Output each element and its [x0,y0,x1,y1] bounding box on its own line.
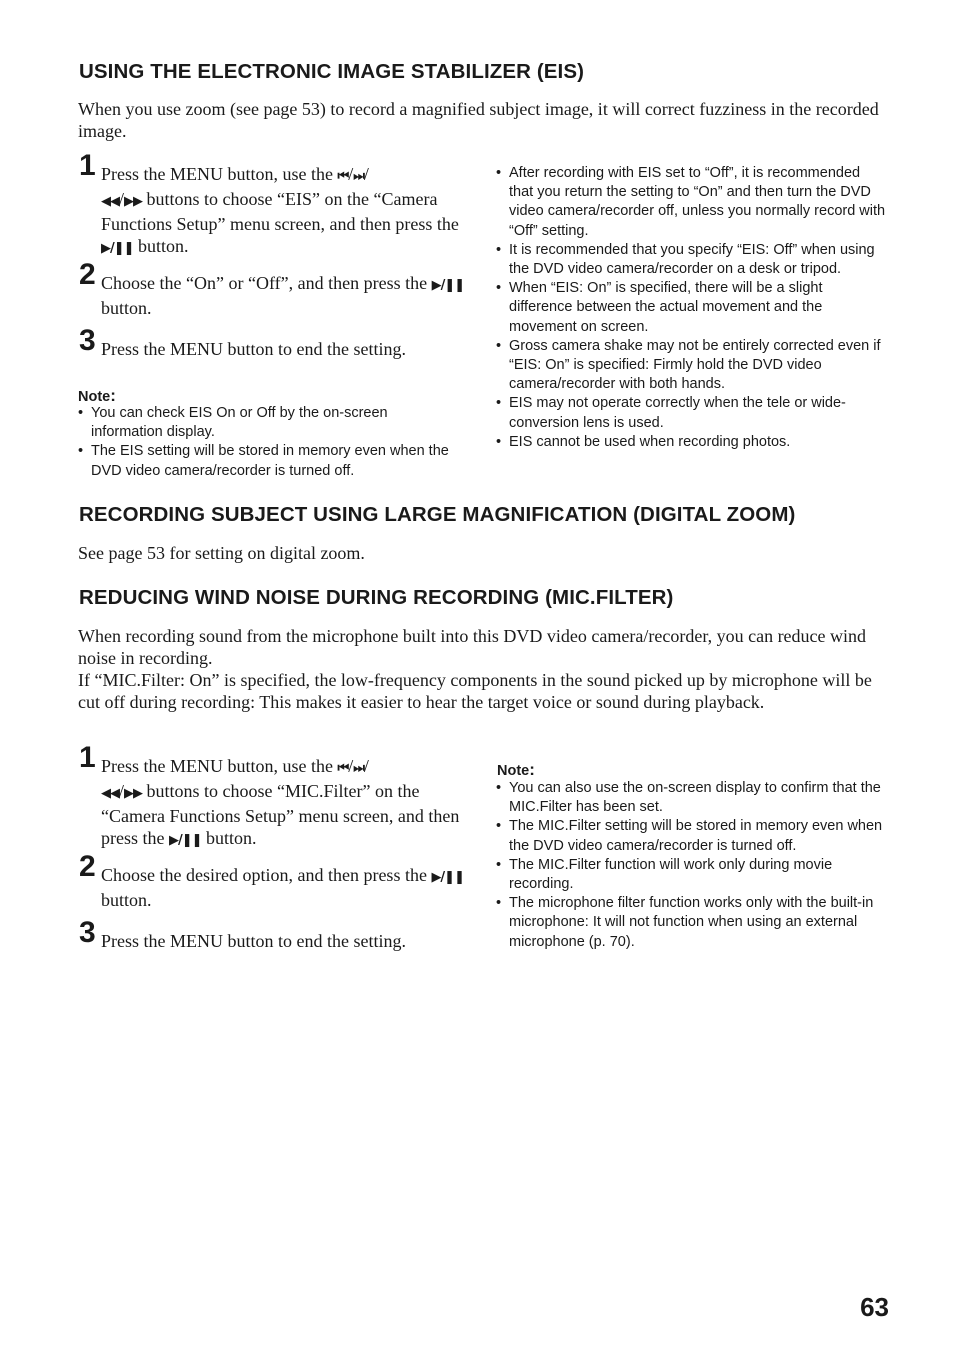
fast-forward-icon: ▶▶ [124,786,143,801]
list-item: • EIS cannot be used when recording photos. [496,433,888,452]
mic-note-label: Note: [497,760,535,779]
mic-step-1 [79,741,471,852]
section-heading-eis: USING THE ELECTRONIC IMAGE STABILIZER (EIS) [79,60,585,83]
eis-step-1 [79,149,471,260]
rewind-icon: ◀◀ [101,194,119,209]
eis-right-notes [496,164,888,452]
step-number: 2 [79,850,96,883]
list-item: • It is recommended that you specify “EIS: Off” when using the DVD video camera/recorder on a desk or tripod. [496,241,888,279]
list-item: • The microphone filter function works only with the built-in microphone: It will not function when using an external microphone (p. 70). [496,894,888,952]
page-number: 63 [860,1292,889,1322]
section-heading-mic-filter: REDUCING WIND NOISE DURING RECORDING (MIC.FILTER) [79,586,674,609]
skip-forward-icon: ⏭ [353,169,364,184]
eis-step-2 [79,258,471,319]
play-pause-icon: ▶/❚❚ [168,833,202,848]
list-item: • You can also use the on-screen display to confirm that the MIC.Filter has been set. [496,779,888,817]
play-pause-icon: ▶/❚❚ [431,870,464,885]
step-text: Choose the desired option, and then press the ▶/❚❚ button. [101,865,464,910]
rewind-icon: ◀◀ [101,786,119,801]
mic-filter-intro-2: If “MIC.Filter: On” is specified, the low-frequency components in the sound picked up by microphone will be cut off during recording: This makes it easier to hear the target voice or sound during playback. [78,670,872,712]
list-item: • Gross camera shake may not be entirely corrected even if “EIS: On” is specified: Firmly hold the DVD video camera/recorder with both hands. [496,337,888,395]
list-item: • The MIC.Filter function will work only during movie recording. [496,856,888,894]
mic-note-list [496,779,888,952]
list-item: • The MIC.Filter setting will be stored in memory even when the DVD video camera/recorder is turned off. [496,817,888,855]
step-text: Press the MENU button, use the ⏮/⏭/ ◀◀/▶▶ buttons to choose “EIS” on the “Camera Functions Setup” menu screen, and then press the ▶/❚❚ button. [101,164,459,256]
mic-filter-intro-1: When recording sound from the microphone built into this DVD video camera/recorder, you can reduce wind noise in recording. [78,626,867,668]
step-number: 1 [79,149,96,182]
list-item: • After recording with EIS set to “Off”, it is recommended that you return the setting to “On” and then turn the DVD video camera/recorder off, unless you normally record with “Off” setting. [496,164,888,241]
skip-forward-icon: ⏭ [353,761,364,776]
list-item: • The EIS setting will be stored in memory even when the DVD video camera/recorder is turned off. [78,442,463,480]
list-item: • You can check EIS On or Off by the on-screen information display. [78,404,463,442]
step-number: 3 [79,916,96,949]
step-text: Choose the “On” or “Off”, and then press the ▶/❚❚ button. [101,273,465,318]
step-text: Press the MENU button to end the setting. [101,339,406,359]
step-text: Press the MENU button to end the setting. [101,931,406,951]
skip-back-icon: ⏮ [337,761,349,776]
list-item: • EIS may not operate correctly when the tele or wide-conversion lens is used. [496,394,888,432]
mic-step-2 [79,850,471,911]
skip-back-icon: ⏮ [337,169,349,184]
section-heading-digital-zoom: RECORDING SUBJECT USING LARGE MAGNIFICATION (DIGITAL ZOOM) [79,503,796,526]
step-number: 2 [79,258,96,291]
step-number: 1 [79,741,96,774]
eis-note-label: Note: [78,386,116,405]
eis-step-3 [79,324,471,360]
step-text: Press the MENU button, use the ⏮/⏭/ ◀◀/▶▶ buttons to choose “MIC.Filter” on the “Camera Functions Setup” menu screen, and then press the ▶/❚❚ button. [101,756,460,848]
play-pause-icon: ▶/❚❚ [431,278,465,293]
digital-zoom-text: See page 53 for setting on digital zoom. [78,543,365,563]
step-number: 3 [79,324,96,357]
list-item: • When “EIS: On” is specified, there will be a slight difference between the actual movement and the movement on screen. [496,279,888,337]
eis-intro: When you use zoom (see page 53) to record a magnified subject image, it will correct fuzziness in the recorded image. [78,99,879,141]
eis-note-list [78,404,463,481]
mic-step-3 [79,916,471,952]
fast-forward-icon: ▶▶ [124,194,143,209]
play-pause-icon: ▶/❚❚ [101,241,134,256]
